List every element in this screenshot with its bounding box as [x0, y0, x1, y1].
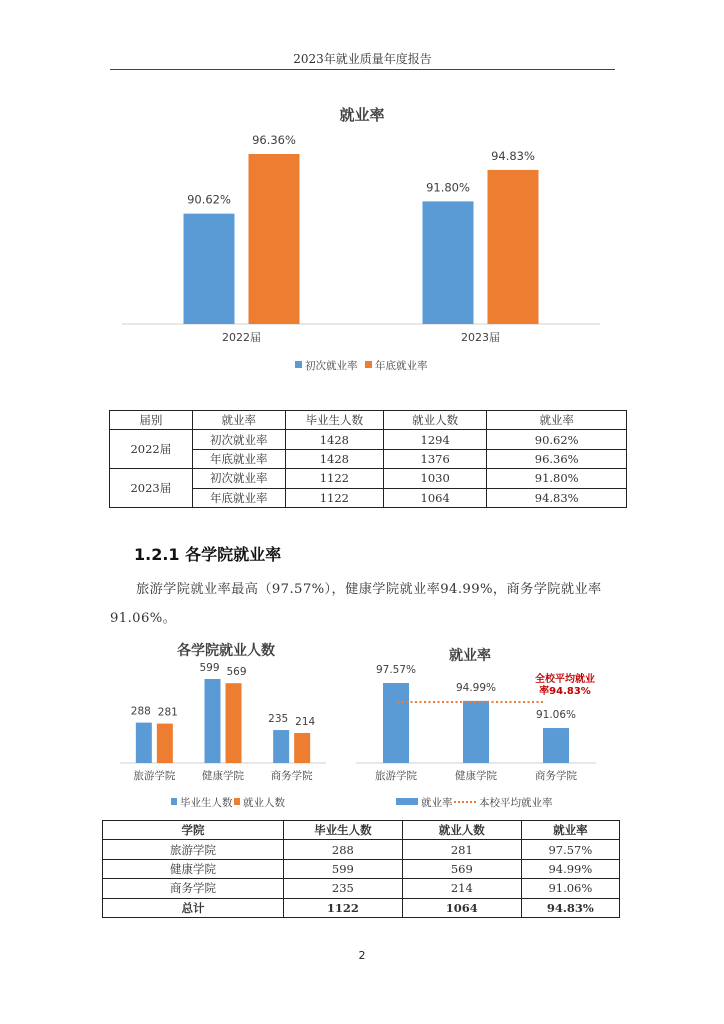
table-cell: 214 — [402, 879, 521, 898]
header-cell: 毕业生人数 — [283, 821, 402, 840]
data-label: 91.80% — [426, 180, 470, 195]
table-cell: 年底就业率 — [192, 449, 285, 468]
data-label: 91.06% — [535, 709, 577, 722]
table-cell: 1428 — [285, 430, 383, 449]
table-cell: 旅游学院 — [103, 840, 284, 859]
chart-title: 就业率 — [339, 106, 385, 124]
table-cell: 1428 — [285, 449, 383, 468]
table-cell: 94.83% — [487, 488, 627, 507]
table-cell: 94.83% — [521, 898, 619, 917]
reference-annotation: 全校平均就业 — [535, 674, 595, 685]
category-label: 旅游学院 — [133, 770, 176, 782]
legend-label: 本校平均就业率 — [479, 797, 553, 809]
category-label: 健康学院 — [455, 770, 497, 782]
data-label: 235 — [268, 713, 289, 726]
category-label: 2022届 — [222, 331, 261, 344]
bar-就业率 — [543, 728, 569, 763]
table-cell: 1376 — [383, 449, 486, 468]
table-cell: 599 — [283, 859, 402, 878]
table-cell: 初次就业率 — [192, 430, 285, 449]
category-label: 商务学院 — [270, 770, 313, 782]
header-cell: 毕业生人数 — [285, 411, 383, 430]
chart-title: 就业率 — [449, 648, 491, 664]
data-label: 599 — [199, 662, 220, 674]
data-label: 94.83% — [491, 148, 535, 163]
category-label: 旅游学院 — [375, 770, 417, 782]
data-label: 281 — [157, 706, 178, 719]
legend-label: 就业率 — [421, 797, 453, 809]
table-header-row — [103, 821, 620, 840]
year-cell: 2023届 — [110, 469, 193, 508]
table-cell: 235 — [283, 879, 402, 898]
header-cell: 学院 — [103, 821, 284, 840]
table-cell: 1030 — [383, 469, 486, 488]
table-cell: 1122 — [283, 898, 402, 917]
table-cell: 1064 — [402, 898, 521, 917]
college-employment-table — [102, 820, 620, 918]
table-cell: 94.99% — [521, 859, 619, 878]
table-cell: 569 — [402, 859, 521, 878]
table-cell: 1064 — [383, 488, 486, 507]
table-row — [103, 879, 620, 898]
legend-label: 初次就业率 — [305, 360, 358, 372]
table-cell: 288 — [283, 840, 402, 859]
page-header-title: 2023年就业质量年度报告 — [293, 52, 432, 66]
section-paragraph: 旅游学院就业率最高（97.57%），健康学院就业率94.99%，商务学院就业率91.06%。 — [110, 582, 602, 626]
data-label: 288 — [130, 705, 151, 718]
header-cell: 就业率 — [487, 411, 627, 430]
section-heading: 1.2.1 各学院就业率 — [134, 545, 282, 564]
legend-swatch — [396, 798, 418, 805]
header-cell: 就业人数 — [402, 821, 521, 840]
table-cell: 总计 — [103, 898, 284, 917]
bar-就业率 — [463, 701, 489, 763]
table-total-row — [103, 898, 620, 917]
table-cell: 96.36% — [487, 449, 627, 468]
table-cell: 1122 — [285, 488, 383, 507]
reference-annotation: 率94.83% — [539, 686, 591, 697]
table-cell: 97.57% — [521, 840, 619, 859]
table-cell: 91.06% — [521, 879, 619, 898]
table-cell: 年底就业率 — [192, 488, 285, 507]
table-cell: 商务学院 — [103, 879, 284, 898]
data-label: 90.62% — [187, 192, 231, 207]
header-cell: 就业率 — [192, 411, 285, 430]
legend-label: 毕业生人数 — [180, 797, 233, 809]
table-cell: 初次就业率 — [192, 469, 285, 488]
header-cell: 届别 — [110, 411, 193, 430]
category-label: 2023届 — [461, 331, 500, 344]
header-cell: 就业人数 — [383, 411, 486, 430]
table-cell: 1294 — [383, 430, 486, 449]
bar-就业率 — [383, 683, 409, 763]
table-row — [103, 840, 620, 859]
category-label: 健康学院 — [202, 770, 244, 782]
header-cell: 就业率 — [521, 821, 619, 840]
data-label: 569 — [226, 666, 247, 679]
table-cell: 健康学院 — [103, 859, 284, 878]
table-cell: 281 — [402, 840, 521, 859]
table-row — [103, 859, 620, 878]
table-cell: 1122 — [285, 469, 383, 488]
table-cell: 91.80% — [487, 469, 627, 488]
chart-title: 各学院就业人数 — [177, 643, 275, 659]
page-number: 2 — [358, 949, 366, 962]
data-label: 94.99% — [455, 681, 497, 694]
legend-label: 年底就业率 — [375, 360, 428, 372]
data-label: 96.36% — [252, 133, 296, 148]
data-label: 214 — [295, 715, 316, 728]
table-cell: 90.62% — [487, 430, 627, 449]
legend-label: 就业人数 — [243, 797, 285, 809]
category-label: 商务学院 — [535, 770, 577, 782]
year-cell: 2022届 — [110, 430, 193, 469]
data-label: 97.57% — [375, 664, 417, 676]
